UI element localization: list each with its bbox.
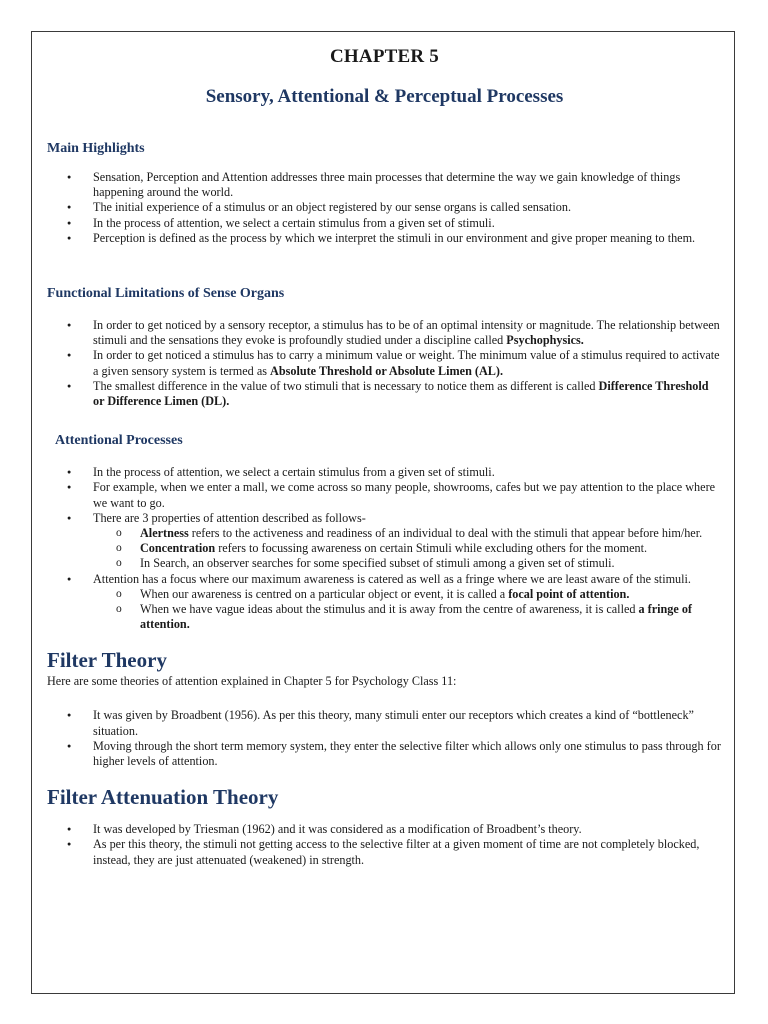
section-heading-filter-attenuation-theory: Filter Attenuation Theory [47, 785, 279, 810]
list-item: ● Sensation, Perception and Attention addresses three main processes that determine the way we gain knowledge of things happening around the world. [47, 170, 722, 200]
term-psychophysics: Psychophysics. [506, 333, 584, 348]
list-item: ● The smallest difference in the value of two stimuli that is necessary to notice them as different is called Difference Threshold or Difference Limen (DL). [47, 379, 722, 409]
term-focal-point: focal point of attention. [508, 586, 630, 601]
chapter-subtitle: Sensory, Attentional & Perceptual Processes [205, 86, 564, 107]
attentional-processes-list [47, 465, 722, 632]
list-item: ● In the process of attention, we select a certain stimulus from a given set of stimuli. [47, 216, 722, 231]
term-fringe: a fringe of attention. [140, 602, 692, 632]
term-difference-threshold: Difference Threshold or Difference Limen (DL). [93, 378, 709, 409]
list-item: ● As per this theory, the stimuli not getting access to the selective filter at a given moment of time are not completely blocked, instead, they are just attenuated (weakened) in strength. [47, 837, 722, 867]
list-item: ● Moving through the short term memory system, they enter the selective filter which allows only one stimulus to pass through for higher levels of attention. [47, 739, 722, 769]
sub-list-item: o In Search, an observer searches for some specified subset of stimuli among a given set of stimuli. [93, 556, 722, 571]
document-content [47, 44, 722, 868]
filter-theory-list [47, 708, 722, 769]
list-item: ● Attention has a focus where our maximum awareness is catered as well as a fringe where we are least aware of the stimuli. o When our awareness is centred on a particular object or event, it is called a focal point of attention. o When we have vague ideas about the stimulus and it is away from the centre of awareness, it is called a fringe of attention. [47, 572, 722, 633]
list-item: ● It was developed by Triesman (1962) and it was considered as a modification of Broadbent’s theory. [47, 822, 722, 837]
list-item: ● In order to get noticed a stimulus has to carry a minimum value or weight. The minimum value of a stimulus required to activate a given sensory system is termed as Absolute Threshold or Absolute Limen (AL). [47, 348, 722, 378]
sub-list-item: o Concentration refers to focussing awareness on certain Stimuli while excluding others for the moment. [93, 541, 722, 556]
list-item: ● It was given by Broadbent (1956). As per this theory, many stimuli enter our receptors which creates a kind of “bottleneck” situation. [47, 708, 722, 738]
section-heading-functional-limitations: Functional Limitations of Sense Organs [47, 286, 285, 302]
list-item: ● There are 3 properties of attention described as follows- o Alertness refers to the activeness and readiness of an individual to deal with the stimuli that appear before him/her. o Concentration refers to focussing awareness on certain Stimuli while excluding others for the moment. o In Search, an observer searches for some specified subset of stimuli among a given set of stimuli. [47, 511, 722, 572]
chapter-title: CHAPTER 5 [330, 46, 439, 67]
filter-theory-intro: Here are some theories of attention explained in Chapter 5 for Psychology Class 11: [47, 674, 457, 689]
attention-properties-list [93, 526, 722, 572]
main-highlights-list [47, 170, 722, 246]
section-heading-filter-theory: Filter Theory [47, 648, 167, 673]
section-heading-main-highlights: Main Highlights [47, 141, 145, 156]
term-alertness: Alertness [140, 526, 189, 541]
sub-list-item: o When our awareness is centred on a particular object or event, it is called a focal point of attention. [93, 587, 722, 602]
list-item: ● For example, when we enter a mall, we come across so many people, showrooms, cafes but we pay attention to the place where we want to go. [47, 480, 722, 510]
functional-limitations-list [47, 318, 722, 409]
list-item: ● The initial experience of a stimulus or an object registered by our sense organs is called sensation. [47, 200, 722, 215]
section-heading-attentional-processes: Attentional Processes [55, 433, 183, 449]
list-item: ● In order to get noticed by a sensory receptor, a stimulus has to be of an optimal intensity or magnitude. The relationship between stimuli and the sensations they evoke is profoundly studied under a discipline called Psychophysics. [47, 318, 722, 348]
list-item: ● In the process of attention, we select a certain stimulus from a given set of stimuli. [47, 465, 722, 480]
filter-attenuation-list [47, 822, 722, 868]
sub-list-item: o Alertness refers to the activeness and readiness of an individual to deal with the stimuli that appear before him/her. [93, 526, 722, 541]
attention-focus-list [93, 587, 722, 633]
term-absolute-threshold: Absolute Threshold or Absolute Limen (AL). [270, 363, 503, 378]
term-concentration: Concentration [140, 541, 216, 556]
sub-list-item: o When we have vague ideas about the stimulus and it is away from the centre of awareness, it is called a fringe of attention. [93, 602, 722, 632]
list-item: ● Perception is defined as the process by which we interpret the stimuli in our environment and give proper meaning to them. [47, 231, 722, 246]
